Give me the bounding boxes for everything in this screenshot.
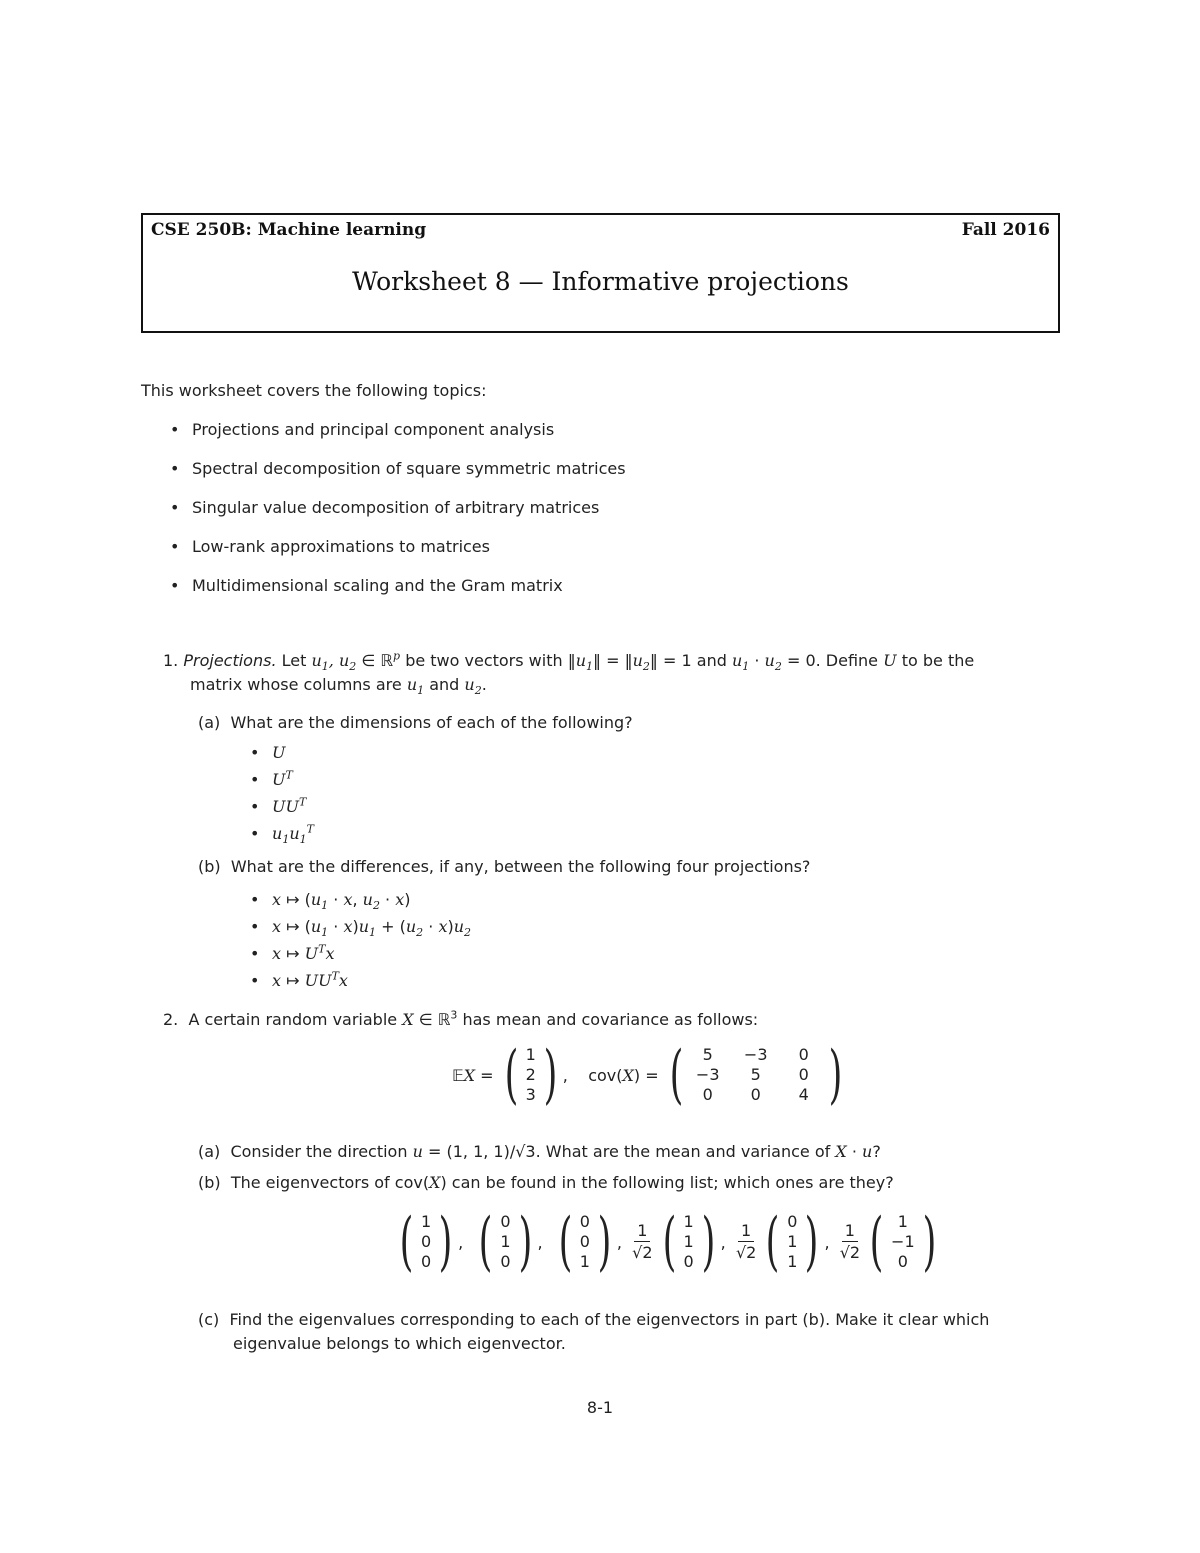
coefficient: $\frac{1}{√2}$ (735, 1220, 757, 1262)
q1a-item: • $u_1u_1^T$ (250, 822, 314, 847)
header-box (141, 213, 1060, 333)
course-name: CSE 250B: Machine learning (151, 220, 427, 240)
candidate-vector: ( 1 0 0 ) (399, 1205, 453, 1279)
q1b-item: • x ↦ ($u_1 \cdot x$, $u_2 \cdot x$) (250, 890, 411, 913)
topic-item: • Projections and principal component analysis (170, 420, 555, 439)
q1a-item: • $U^T$ (250, 768, 293, 789)
q1-line2: matrix whose columns are $u_1$ and $u_2$. (190, 675, 487, 698)
topic-item: • Multidimensional scaling and the Gram matrix (170, 576, 563, 595)
q1b-item: • x ↦ $(u_1 \cdot x)u_1 + (u_2 \cdot x)u_2$ (250, 917, 472, 940)
mean-vector: ( 1 2 3 ) (504, 1038, 558, 1112)
candidate-vector: ( 0 1 1 ) (765, 1205, 819, 1279)
q1b-item: • x ↦ $UU^Tx$ (250, 969, 348, 990)
q1-line1: 1. Projections. Let $u_1$, $u_2$ ∈ ℝ$^p$ be two vectors with $‖u_1‖$ = $‖u_2‖ = 1$ and $u_1 \cdot u_2 = 0$. Define U to be the (163, 649, 975, 674)
topic-item: • Low-rank approximations to matrices (170, 537, 490, 556)
q2c-prompt-cont: eigenvalue belongs to which eigenvector. (233, 1334, 566, 1353)
q1a-prompt: (a) What are the dimensions of each of the following? (198, 713, 633, 732)
candidate-vector: ( 0 1 0 ) (479, 1205, 532, 1279)
topic-item: • Spectral decomposition of square symmetric matrices (170, 459, 626, 478)
candidate-vector: ( 0 0 1 ) (558, 1205, 612, 1279)
q2c-prompt: (c) Find the eigenvalues corresponding to each of the eigenvectors in part (b). Make it clear which (198, 1310, 990, 1329)
q1a-item: • U (250, 743, 286, 762)
page-number: 8-1 (586, 1398, 614, 1417)
candidate-vector: ( 1 1 0 ) (662, 1205, 716, 1279)
q2a-prompt: (a) Consider the direction u = (1, 1, 1)/√3. What are the mean and variance of X · u? (198, 1142, 881, 1161)
q1a-item: • $UU^T$ (250, 795, 307, 816)
mean-cov-display: 𝔼X = ( 1 2 3 ) , cov(X) = ( 5 −3 0 −3 5 0 0 0 4 ) (452, 1043, 848, 1107)
q1b-item: • x ↦ $U^Tx$ (250, 942, 335, 963)
covariance-matrix: ( 5 −3 0 −3 5 0 0 0 4 ) (669, 1038, 843, 1112)
eigenvector-list: ( 1 0 0 ) , ( 0 1 0 ) , ( 0 0 1 ) , $\frac{1}{√2}$ ( 1 1 0 ) , $\frac{1}{√2}$ ( 0 1 1 ) , $\frac{1}{√2}$ ( 1 −1 0 ) (394, 1210, 942, 1274)
coefficient: $\frac{1}{√2}$ (632, 1220, 653, 1262)
candidate-vector: ( 1 −1 0 ) (869, 1205, 936, 1279)
coefficient: $\frac{1}{√2}$ (839, 1220, 861, 1262)
q2-intro: 2. A certain random variable X ∈ ℝ$^3$ has mean and covariance as follows: (163, 1008, 759, 1029)
q2b-prompt: (b) The eigenvectors of cov(X) can be found in the following list; which ones are they? (198, 1173, 894, 1192)
worksheet-title: Worksheet 8 — Informative projections (352, 267, 849, 296)
term: Fall 2016 (961, 220, 1050, 240)
q1b-prompt: (b) What are the differences, if any, between the following four projections? (198, 857, 811, 876)
topic-item: • Singular value decomposition of arbitrary matrices (170, 498, 600, 517)
intro-text: This worksheet covers the following topics: (141, 381, 487, 400)
